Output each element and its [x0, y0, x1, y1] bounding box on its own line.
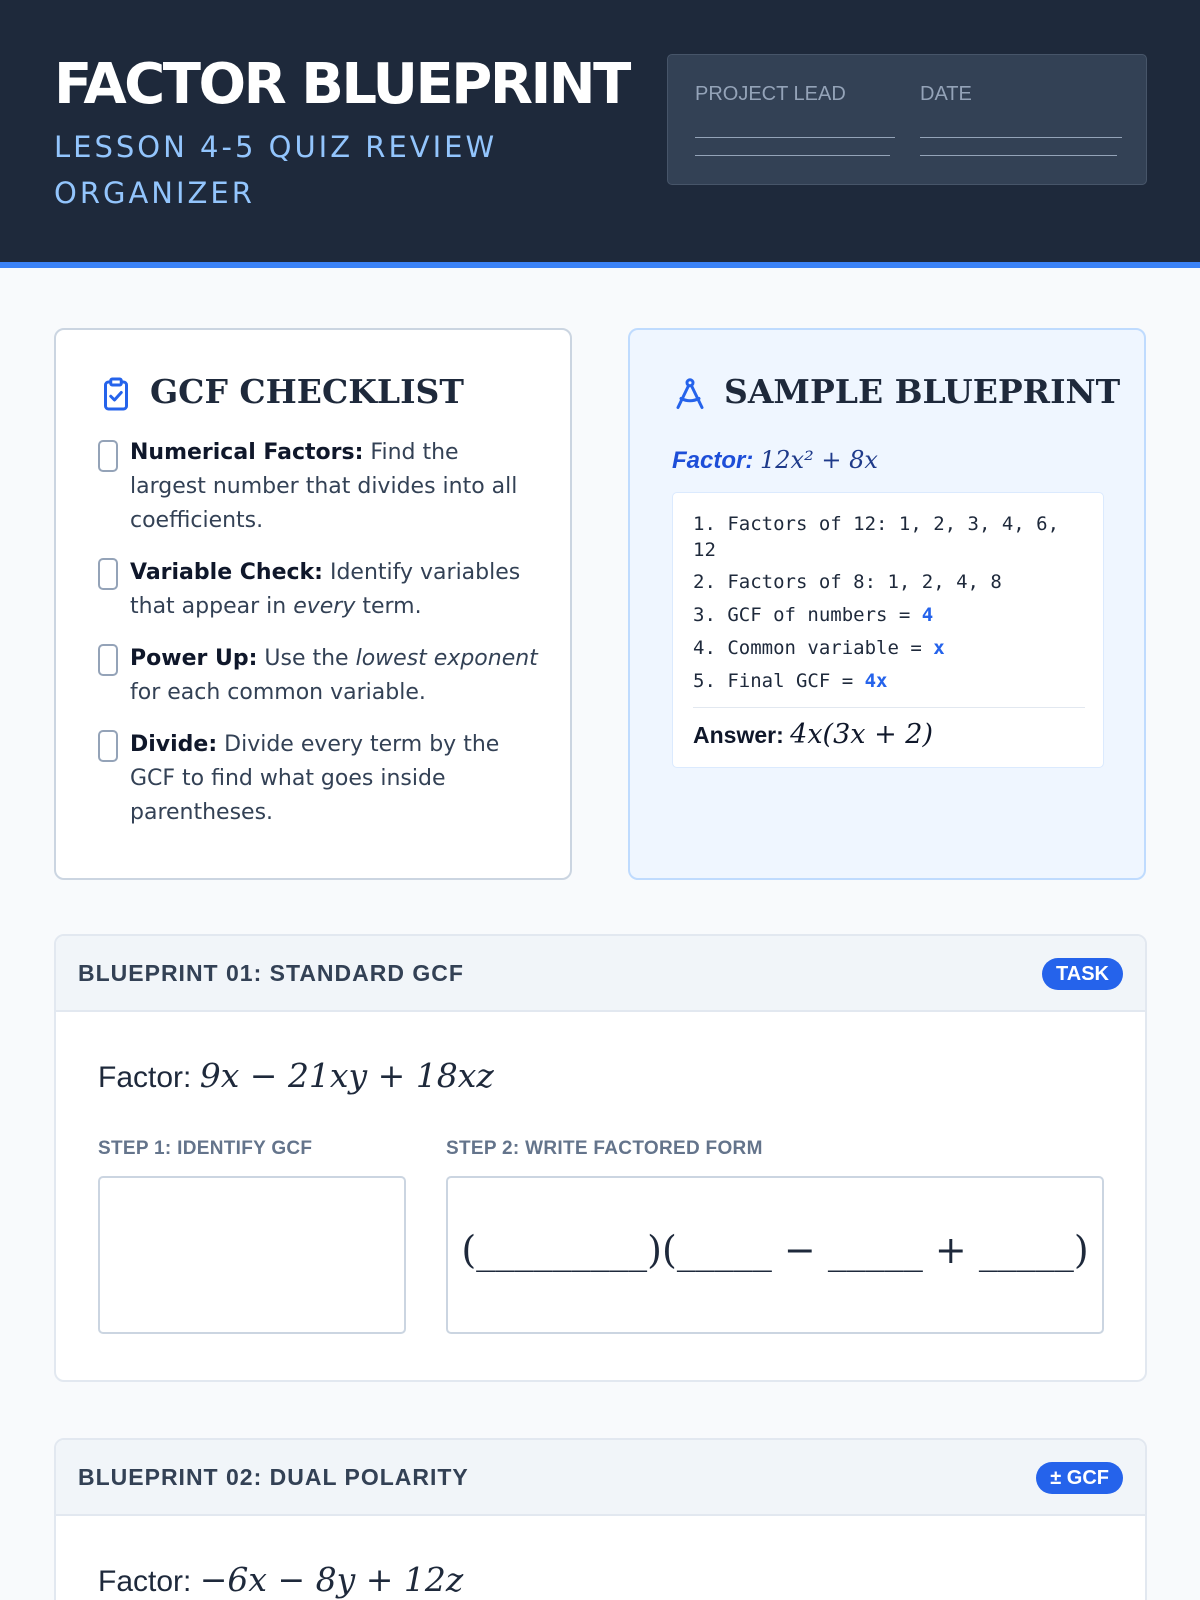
answer-expression: 4x(3x + 2) [790, 719, 933, 750]
blueprint-01-section [54, 934, 1147, 1382]
date-field[interactable] [920, 137, 1122, 138]
gcf-sign-badge: ± GCF [1036, 1462, 1123, 1494]
blueprint-header [56, 936, 1145, 1012]
gcf-checklist-card [54, 328, 572, 880]
checklist-title: GCF CHECKLIST [150, 372, 464, 411]
item-heading: Numerical Factors: [130, 440, 364, 465]
meta-fields-box [667, 54, 1147, 185]
page-header [0, 0, 1200, 268]
blueprint-problem [98, 1056, 494, 1095]
item-emphasis: every [293, 594, 356, 619]
sample-title: SAMPLE BLUEPRINT [724, 372, 1121, 411]
sample-step: 5. Final GCF = 4x [693, 670, 888, 692]
item-emphasis: lowest exponent [355, 646, 538, 671]
factor-label: Factor: [672, 447, 754, 474]
sample-answer [693, 719, 933, 750]
answer-label: Answer: [693, 722, 784, 748]
sample-blueprint-card [628, 328, 1146, 880]
sample-factor-line [672, 446, 878, 475]
item-text: Use the [257, 646, 356, 671]
clipboard-check-icon [98, 376, 134, 412]
checklist-item [98, 728, 538, 830]
item-heading: Divide: [130, 732, 218, 757]
factored-form-box[interactable] [446, 1176, 1104, 1334]
step2-label: STEP 2: WRITE FACTORED FORM [446, 1138, 763, 1159]
blueprint-header [56, 1440, 1145, 1516]
date-label: DATE [920, 83, 972, 105]
blueprint-title: BLUEPRINT 02: DUAL POLARITY [78, 1464, 469, 1490]
problem-label: Factor: [98, 1061, 192, 1094]
blueprint-problem [98, 1560, 463, 1599]
checklist-item [98, 556, 538, 624]
gcf-answer-box[interactable] [98, 1176, 406, 1334]
item-text: Divide every term by the GCF to find what goes inside parentheses. [130, 732, 500, 825]
checklist-checkbox[interactable] [98, 440, 118, 472]
item-text: Identify variables that appear in [130, 560, 521, 619]
sample-step: 1. Factors of 12: 1, 2, 3, 4, 6, 12 [693, 513, 1060, 561]
page-title: FACTOR BLUEPRINT [54, 52, 629, 117]
checklist-checkbox[interactable] [98, 558, 118, 590]
sample-step: 3. GCF of numbers = 4 [693, 604, 934, 626]
item-text: term. [355, 594, 422, 619]
answer-divider [693, 707, 1085, 708]
task-badge: TASK [1042, 958, 1123, 990]
factored-form-template: (_________)(_____ − _____ + _____) [461, 1228, 1089, 1272]
compass-icon [672, 376, 708, 412]
checklist-item [98, 642, 538, 710]
checklist-item [98, 436, 538, 538]
blueprint-02-section [54, 1438, 1147, 1600]
blueprint-title: BLUEPRINT 01: STANDARD GCF [78, 960, 464, 986]
item-text: for each common variable. [130, 680, 426, 705]
problem-label: Factor: [98, 1565, 192, 1598]
factor-expression: 12x² + 8x [760, 446, 878, 474]
item-text: Find the largest number that divides into all coefficients. [130, 440, 518, 533]
item-heading: Power Up: [130, 646, 258, 671]
sample-work-box [672, 492, 1104, 768]
problem-expression: 9x − 21xy + 18xz [199, 1056, 494, 1095]
sample-step: 4. Common variable = x [693, 637, 945, 659]
checklist-checkbox[interactable] [98, 730, 118, 762]
checklist-checkbox[interactable] [98, 644, 118, 676]
date-underline [920, 155, 1117, 156]
page-subtitle: LESSON 4-5 QUIZ REVIEW ORGANIZER [54, 130, 498, 210]
sample-step: 2. Factors of 8: 1, 2, 4, 8 [693, 571, 1002, 593]
step1-label: STEP 1: IDENTIFY GCF [98, 1138, 313, 1159]
project-lead-field[interactable] [695, 137, 895, 138]
project-lead-label: PROJECT LEAD [695, 83, 846, 105]
item-heading: Variable Check: [130, 560, 323, 585]
project-lead-underline [695, 155, 890, 156]
problem-expression: −6x − 8y + 12z [199, 1560, 464, 1599]
